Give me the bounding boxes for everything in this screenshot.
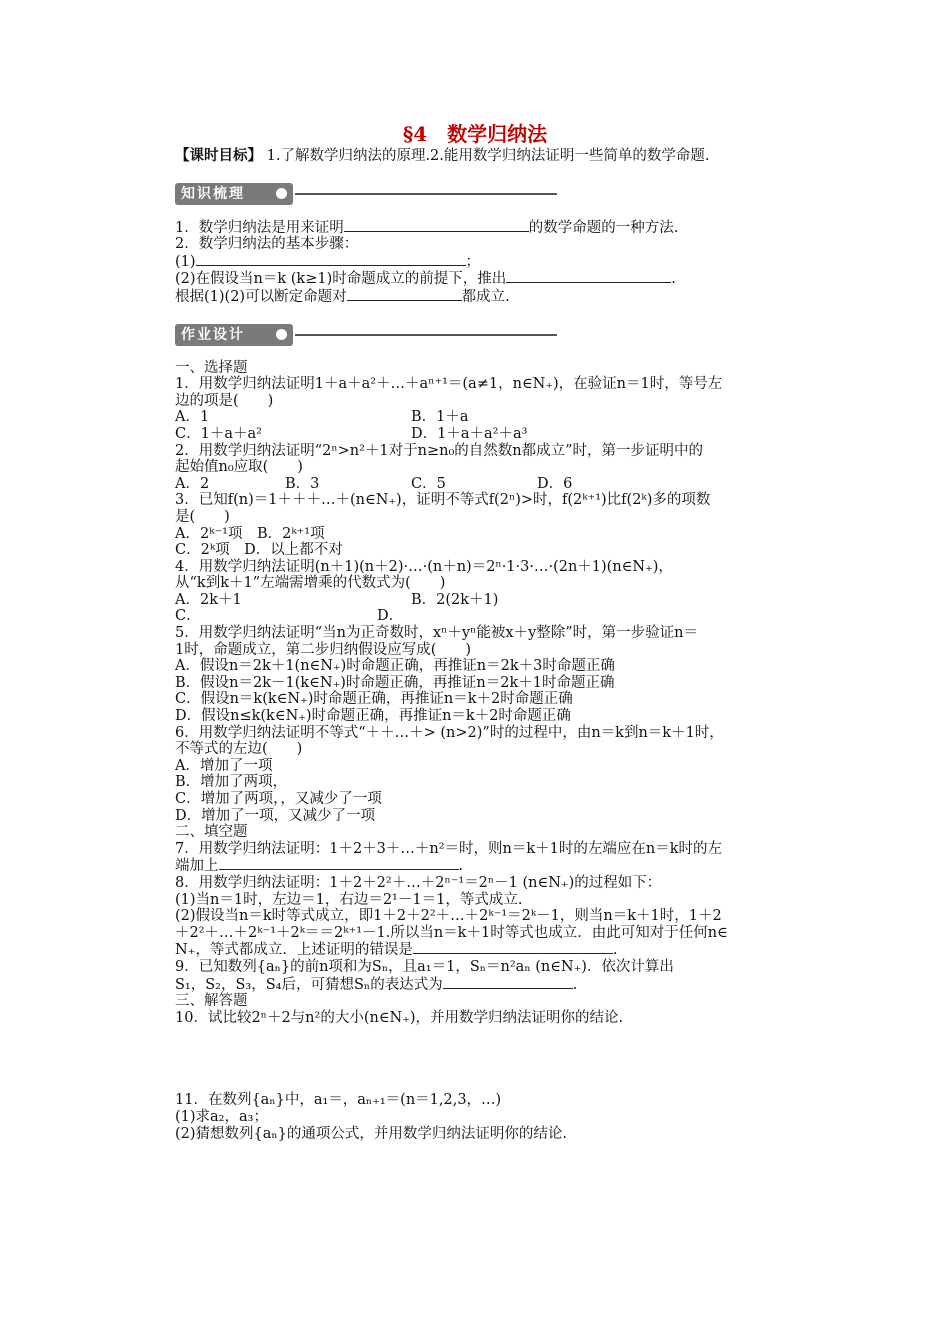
question-line: (1)求a₂，a₃；	[175, 1108, 268, 1125]
option[interactable]: A．2	[175, 475, 210, 492]
lesson-goal	[175, 148, 815, 165]
bullet-icon	[276, 329, 287, 340]
fill-blank[interactable]	[219, 857, 459, 870]
text: 的数学命题的一种方法.	[528, 219, 679, 236]
knowledge-line	[175, 253, 815, 271]
question-line: 不等式的左边( )	[175, 741, 303, 758]
fill-blank[interactable]	[347, 288, 462, 301]
text: 都成立.	[461, 288, 510, 305]
section-rule	[295, 334, 557, 336]
question-line: ＋2²＋…＋2ᵏ⁻¹＋2ᵏ＝＝2ᵏ⁺¹－1.所以当n＝k＋1时等式也成立．由此可知对于任何n∈	[175, 924, 728, 941]
knowledge-line: 2．数学归纳法的基本步骤：	[175, 236, 359, 253]
question-line: 1．用数学归纳法证明1＋a＋a²＋…＋aⁿ⁺¹＝(a≠1，n∈N₊)，在验证n＝1时，等号左	[175, 376, 723, 393]
fill-blank[interactable]	[506, 270, 671, 283]
heading: 一、选择题	[175, 359, 248, 376]
question-line: 7．用数学归纳法证明：1＋2＋3＋…＋n²＝时，则n＝k＋1时的左端应在n＝k时的左	[175, 840, 723, 857]
option-row[interactable]: D．假设n≤k(k∈N₊)时命题正确，再推证n＝k＋2时命题正确	[175, 708, 571, 725]
text: .	[458, 858, 464, 875]
question-line: 8．用数学归纳法证明：1＋2＋2²＋…＋2ⁿ⁻¹＝2ⁿ－1 (n∈N₊)的过程如下：	[175, 874, 662, 891]
question-line: 是( )	[175, 508, 230, 525]
option-row	[175, 426, 815, 443]
section-rule	[295, 193, 557, 195]
text: S₁，S₂，S₃，S₄后，可猜想Sₙ的表达式为	[175, 976, 443, 993]
option[interactable]: C．	[175, 608, 201, 625]
text: 端加上	[175, 858, 219, 875]
question-line	[175, 857, 815, 875]
text: 1．数学归纳法是用来证明	[175, 219, 344, 236]
option[interactable]: C．5	[411, 475, 446, 492]
question-line	[175, 976, 815, 994]
worksheet-page	[175, 120, 815, 1142]
section-label: 知识梳理	[175, 183, 293, 205]
option-row[interactable]: A．增加了一项	[175, 757, 273, 774]
question-line: 11．在数列{aₙ}中，a₁＝，aₙ₊₁＝(n＝1,2,3，…)	[175, 1092, 502, 1109]
option[interactable]: D．6	[537, 475, 573, 492]
option[interactable]: C．1＋a＋a²	[175, 425, 262, 442]
question-line: 2．用数学归纳法证明“2ⁿ>n²＋1对于n≥n₀的自然数n都成立”时，第一步证明中的	[175, 442, 704, 459]
option[interactable]: A．1	[175, 409, 210, 426]
text: .	[572, 976, 578, 993]
question-line: 4．用数学归纳法证明(n＋1)(n＋2)·…·(n＋n)＝2ⁿ·1·3·…·(2n＋1)(n∈N₊)，	[175, 558, 673, 575]
text: 根据(1)(2)可以断定命题对	[175, 288, 347, 305]
question-line: 3．已知f(n)＝1＋＋＋…＋(n∈N₊)，证明不等式f(2ⁿ)>时，f(2ᵏ⁺¹)比f(2ᵏ)多的项数	[175, 492, 711, 509]
option-row	[175, 592, 815, 609]
option-row[interactable]: A．假设n＝2k＋1(n∈N₊)时命题正确，再推证n＝2k＋3时命题正确	[175, 658, 615, 675]
text: (1)	[175, 253, 196, 270]
option-row[interactable]: B．增加了两项，	[175, 774, 288, 791]
section-label: 作业设计	[175, 324, 293, 346]
section-banner-knowledge	[175, 183, 815, 205]
question-line: 6．用数学归纳法证明不等式“＋＋…＋> (n>2)”时的过程中，由n＝k到n＝k＋1时，	[175, 724, 724, 741]
option[interactable]: B．3	[285, 475, 320, 492]
option[interactable]: D．1＋a＋a²＋a³	[411, 425, 528, 442]
option-row[interactable]: C．增加了两项，，又减少了一项	[175, 791, 382, 807]
heading: 二、填空题	[175, 824, 248, 841]
question-line: 起始值n₀应取( )	[175, 459, 303, 476]
section-banner-homework	[175, 324, 815, 346]
text: (2)在假设当n＝k (k≥1)时命题成立的前提下，推出	[175, 271, 507, 288]
fill-blank[interactable]	[413, 941, 613, 954]
question-line: 5．用数学归纳法证明“当n为正奇数时，xⁿ＋yⁿ能被x＋y整除”时，第一步验证n＝	[175, 625, 699, 642]
bullet-icon	[276, 188, 287, 199]
question-line: 1时，命题成立，第二步归纳假设应写成( )	[175, 641, 472, 658]
knowledge-line	[175, 270, 815, 288]
answer-space	[175, 1026, 815, 1092]
text: .	[671, 271, 676, 288]
option-row[interactable]: A．2ᵏ⁻¹项 B．2ᵏ⁺¹项	[175, 525, 325, 542]
option[interactable]: B．1＋a	[411, 409, 469, 426]
question-line: 9．已知数列{aₙ}的前n项和为Sₙ，且a₁＝1，Sₙ＝n²aₙ (n∈N₊)．依次计算出	[175, 958, 674, 975]
fill-blank[interactable]	[443, 976, 573, 989]
heading: 三、解答题	[175, 993, 248, 1010]
option-row[interactable]: B．假设n＝2k－1(k∈N₊)时命题正确，再推证n＝2k＋1时命题正确	[175, 674, 615, 691]
question-line: (2)猜想数列{aₙ}的通项公式，并用数学归纳法证明你的结论.	[175, 1125, 568, 1142]
text: .	[612, 942, 618, 959]
question-line: (2)假设当n＝k时等式成立，即1＋2＋2²＋…＋2ᵏ⁻¹＝2ᵏ－1，则当n＝k＋1时，1＋2	[175, 908, 722, 925]
goal-text: 1.了解数学归纳法的原理.2.能用数学归纳法证明一些简单的数学命题.	[266, 148, 710, 164]
page-title: §4 数学归纳法	[402, 122, 548, 146]
option-row[interactable]: C．假设n＝k(k∈N₊)时命题正确，再推证n＝k＋2时命题正确	[175, 691, 573, 708]
fill-blank[interactable]	[344, 219, 529, 232]
text: ；	[465, 253, 481, 270]
option[interactable]: A．2k＋1	[175, 591, 242, 608]
knowledge-line	[175, 219, 815, 237]
option-row	[175, 409, 815, 426]
option-row[interactable]: C．2ᵏ项 D．以上都不对	[175, 542, 343, 559]
fill-blank[interactable]	[196, 253, 466, 266]
text: N₊，等式都成立．上述证明的错误是	[175, 942, 413, 959]
question-line	[175, 941, 815, 959]
option-row	[175, 608, 815, 625]
question-line: (1)当n＝1时，左边＝1，右边＝2¹－1＝1，等式成立.	[175, 891, 523, 908]
option-row[interactable]: D．增加了一项，又减少了一项	[175, 807, 376, 824]
knowledge-line	[175, 288, 815, 306]
question-line: 10．试比较2ⁿ＋2与n²的大小(n∈N₊)，并用数学归纳法证明你的结论.	[175, 1009, 624, 1026]
option[interactable]: B．2(2k＋1)	[411, 591, 499, 608]
option[interactable]: D．	[377, 608, 404, 625]
question-line: 从“k到k＋1”左端需增乘的代数式为( )	[175, 575, 446, 592]
option-row	[175, 476, 815, 493]
question-line: 边的项是( )	[175, 392, 274, 409]
goal-tag: 【课时目标】	[175, 147, 262, 164]
